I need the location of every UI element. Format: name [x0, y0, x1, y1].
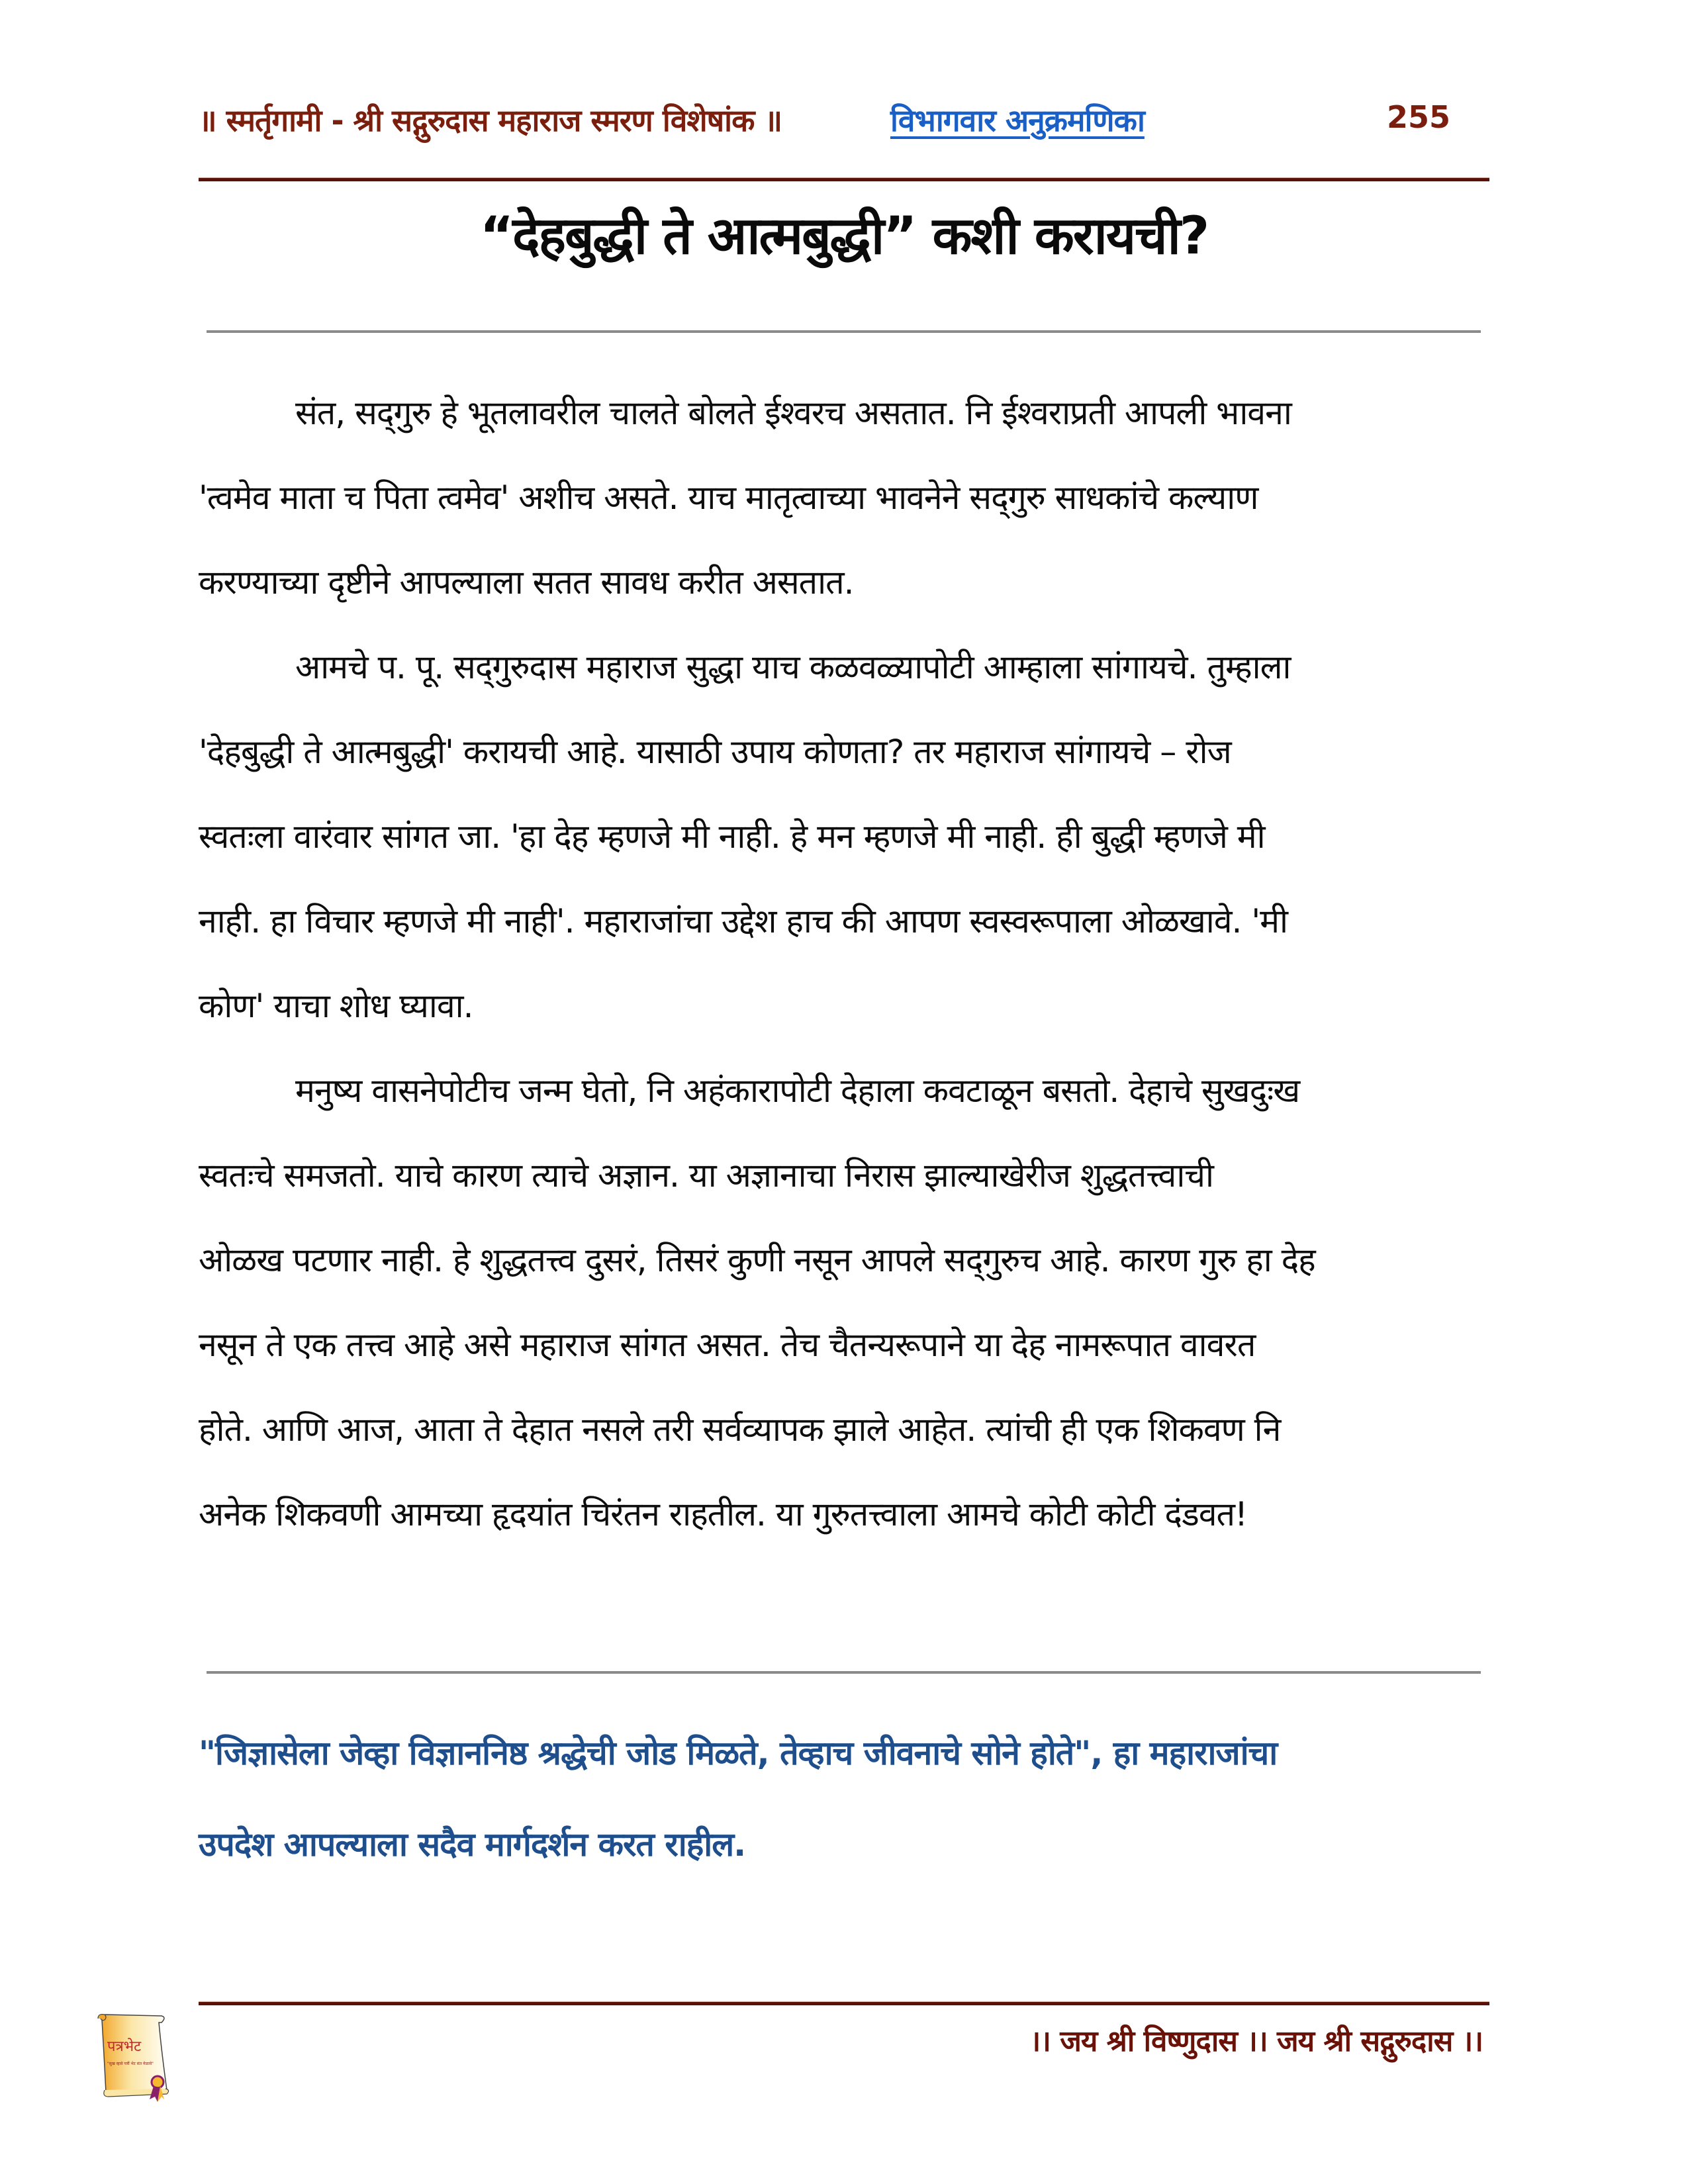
footer-divider: [199, 2001, 1489, 2005]
closing-quote: [199, 1707, 1489, 1890]
paragraph-line: स्वतःचे समजतो. याचे कारण त्याचे अज्ञान. या अज्ञानाचा निरास झाल्याखेरीज शुद्धतत्त्वाची: [199, 1156, 1213, 1195]
paragraph-line: ओळख पटणार नाही. हे शुद्धतत्त्व दुसरं, तिसरं कुणी नसून आपले सद्‌गुरुच आहे. कारण गुरु हा देह: [199, 1241, 1315, 1279]
paragraph-2: [199, 625, 1489, 1048]
title-divider: [207, 330, 1481, 333]
logo-tagline: "सुख व्हावे पत्रीं भेट संत मेळावे": [107, 2062, 154, 2066]
paragraph-line: मनुष्य वासनेपोटीच जन्म घेतो, नि अहंकारापोटी देहाला कवटाळून बसतो. देहाचे सुखदुःख: [295, 1071, 1300, 1110]
scroll-icon: [93, 2012, 172, 2105]
paragraph-line: अनेक शिकवणी आमच्या हृदयांत चिरंतन राहतील. या गुरुतत्त्वाला आमचे कोटी कोटी दंडवत!: [199, 1495, 1248, 1533]
paragraph-line: कोण' याचा शोध घ्यावा.: [199, 987, 473, 1025]
paragraph-line: करण्याच्या दृष्टीने आपल्याला सतत सावध करीत असतात.: [199, 563, 854, 602]
paragraph-line: स्वतःला वारंवार सांगत जा. 'हा देह म्हणजे मी नाही. हे मन म्हणजे मी नाही. ही बुद्धी म्हणजे मी: [199, 817, 1265, 856]
quote-divider: [207, 1671, 1481, 1674]
paragraph-line: 'त्वमेव माता च पिता त्वमेव' अशीच असते. याच मातृत्वाच्या भावनेने सद्‌गुरु साधकांचे कल्याण: [199, 478, 1258, 517]
paragraph-line: नसून ते एक तत्त्व आहे असे महाराज सांगत असत. तेच चैतन्यरूपाने या देह नामरूपात वावरत: [199, 1326, 1256, 1364]
publication-title: ॥ स्मर्तृगामी - श्री सद्गुरुदास महाराज स्मरण विशेषांक ॥: [199, 103, 782, 138]
page-number: 255: [1387, 99, 1451, 135]
header-divider: [199, 177, 1489, 181]
paragraph-line: संत, सद्‌गुरु हे भूतलावरील चालते बोलते ईश्वरच असतात. नि ईश्वराप्रती आपली भावना: [295, 394, 1291, 432]
logo-text: पत्रभेट: [107, 2038, 142, 2055]
quote-line: "जिज्ञासेला जेव्हा विज्ञाननिष्ठ श्रद्धेची जोड मिळते, तेव्हाच जीवनाचे सोने होते", हा महाराजांचा: [199, 1734, 1278, 1772]
paragraph-line: होते. आणि आज, आता ते देहात नसले तरी सर्वव्यापक झाले आहेत. त्यांची ही एक शिकवण नि: [199, 1410, 1281, 1449]
paragraph-line: आमचे प. पू. सद्‌गुरुदास महाराज सुद्धा याच कळवळ्यापोटी आम्हाला सांगायचे. तुम्हाला: [295, 648, 1291, 686]
article-body: [199, 371, 1489, 1557]
article-title: “देहबुद्धी ते आत्मबुद्धी” कशी करायची?: [479, 206, 1209, 266]
paragraph-3: [199, 1048, 1489, 1557]
paragraph-1: [199, 371, 1489, 625]
paragraph-line: नाही. हा विचार म्हणजे मी नाही'. महाराजांचा उद्देश हाच की आपण स्वस्वरूपाला ओळखावे. 'मी: [199, 902, 1288, 940]
footer-closing: ।। जय श्री विष्णुदास ।। जय श्री सद्गुरुदास ।।: [1029, 2025, 1483, 2058]
patrabhet-logo: [93, 2012, 172, 2105]
index-link[interactable]: विभागवार अनुक्रमणिका: [890, 103, 1145, 138]
quote-line: उपदेश आपल्याला सदैव मार्गदर्शन करत राहील.: [199, 1825, 746, 1864]
paragraph-line: 'देहबुद्धी ते आत्मबुद्धी' करायची आहे. यासाठी उपाय कोणता? तर महाराज सांगायचे – रोज: [199, 733, 1231, 771]
